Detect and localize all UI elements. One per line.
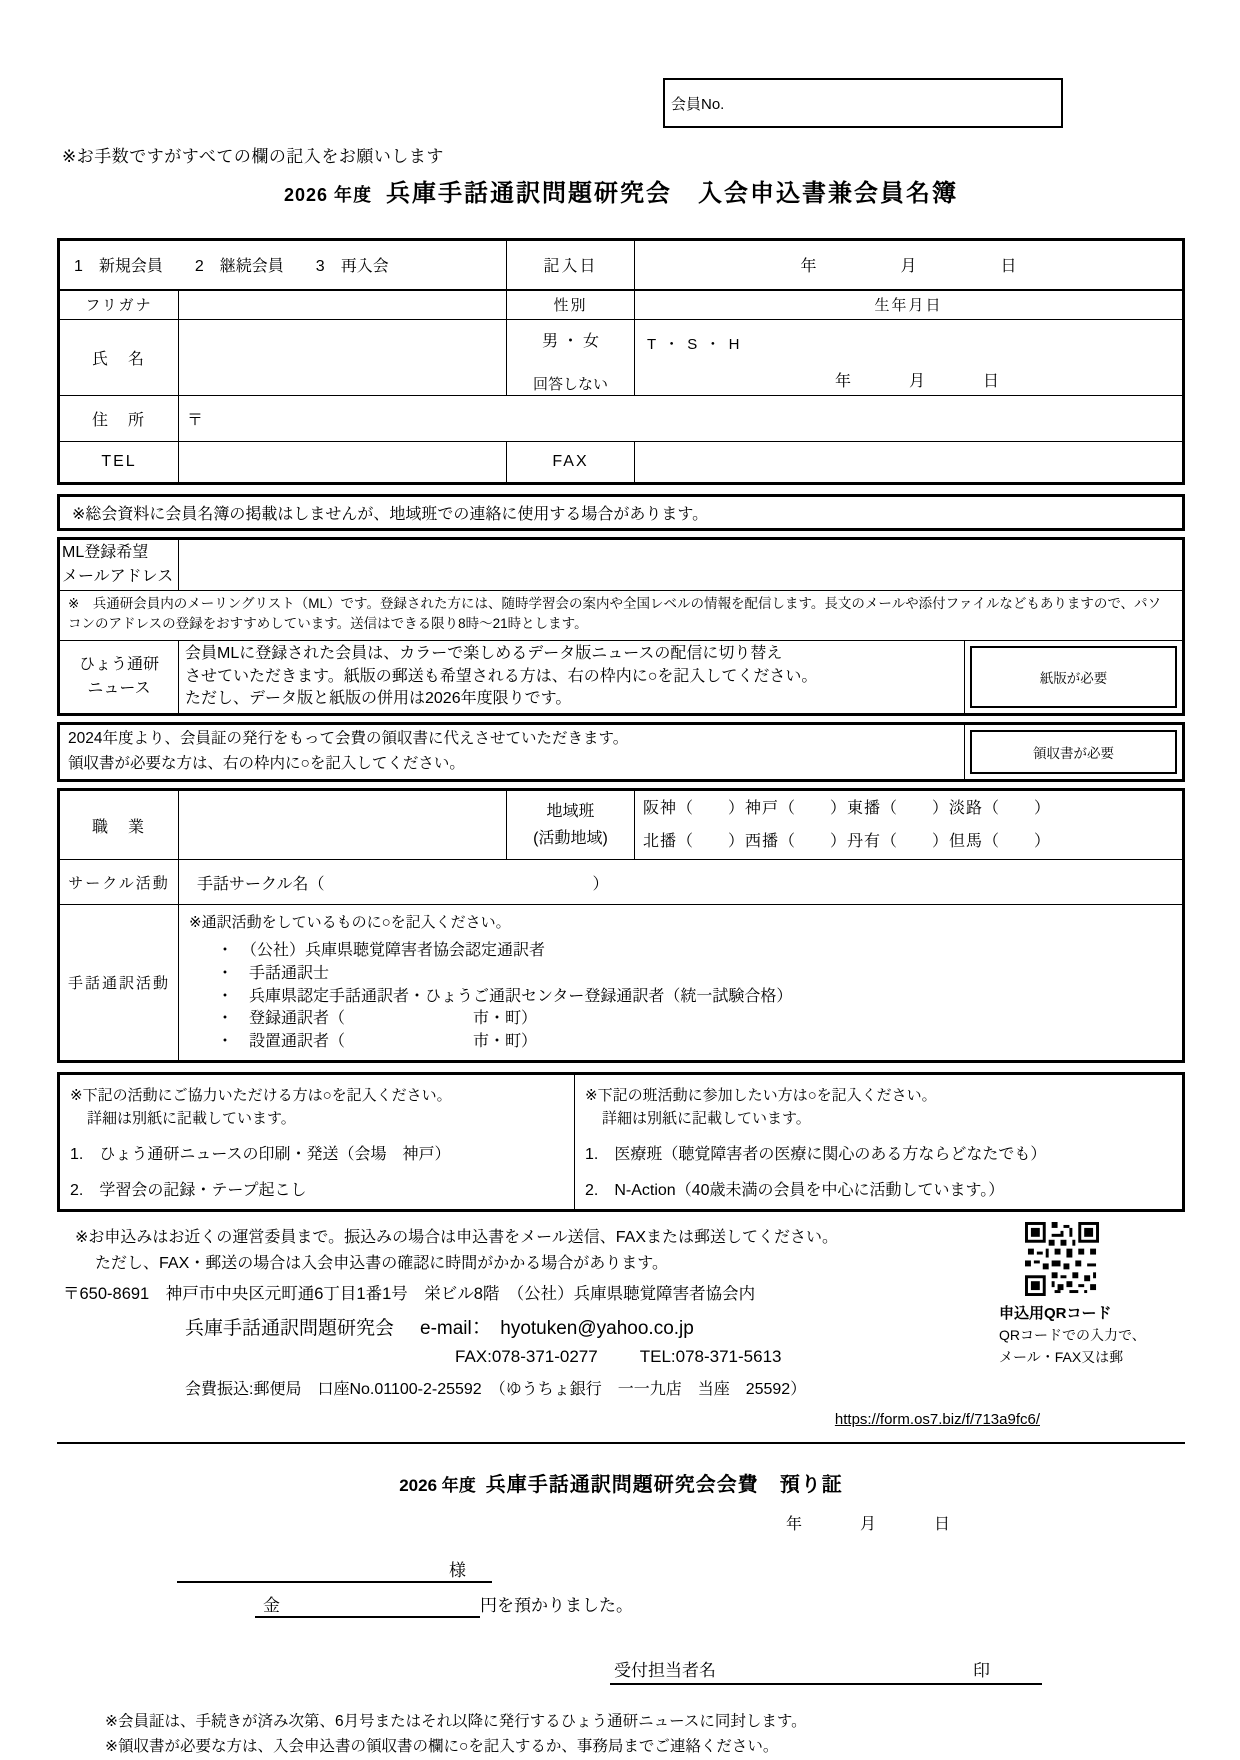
gender-option-male-female[interactable]: 男 ・ 女 xyxy=(542,332,599,350)
fax-label: FAX xyxy=(507,442,635,484)
application-url-line xyxy=(57,1411,1040,1428)
entry-year-label: 年 xyxy=(800,258,817,276)
submission-note1: ※お申込みはお近くの運営委員まで。振込みの場合は申込書をメール送信、FAXまたは郵送してください。 xyxy=(75,1228,839,1246)
area-label-line2: (活動地域) xyxy=(533,830,608,848)
payer-name-line xyxy=(177,1556,1185,1583)
tel-input[interactable] xyxy=(179,442,507,484)
group-item[interactable]: 2. N-Action（40歳未満の会員を中心に活動しています。） xyxy=(585,1181,1005,1199)
kin-label: 金 xyxy=(263,1595,280,1615)
interpreter-item[interactable]: ・ 設置通訳者（ 市・町） xyxy=(217,1033,538,1051)
birthdate-field[interactable] xyxy=(635,320,1184,396)
gender-label: 性別 xyxy=(507,290,635,320)
tel-label: TEL xyxy=(59,442,179,484)
gender-select[interactable] xyxy=(507,320,635,396)
ml-address-label xyxy=(59,539,179,591)
birth-day-label: 日 xyxy=(983,372,1000,390)
staff-line xyxy=(610,1656,1185,1685)
ml-label-line2: メールアドレス xyxy=(62,568,174,585)
interpreter-item[interactable]: ・ （公社）兵庫県聴覚障害者協会認定通訳者 xyxy=(217,942,546,960)
interpreter-item[interactable]: ・ 兵庫県認定手話通訳者・ひょうご通訳センター登録通訳者（統一試験合格） xyxy=(217,987,793,1005)
paper-version-cell xyxy=(965,641,1184,715)
circle-field-close: ） xyxy=(592,875,609,893)
interpreter-activity-label: 手話通訳活動 xyxy=(59,905,179,1062)
ml-email-input[interactable] xyxy=(179,539,1184,591)
receipt-notice-line2: 領収書が必要な方は、右の枠内に○を記入してください。 xyxy=(68,755,465,773)
birth-month-label: 月 xyxy=(909,372,926,390)
receipt-notice-line1: 2024年度より、会員証の発行をもって会費の領収書に代えさせていただきます。 xyxy=(68,730,629,748)
receipt-date-field[interactable] xyxy=(57,1511,950,1534)
gender-option-no-answer[interactable]: 回答しない xyxy=(533,375,609,393)
interpreter-activity-cell xyxy=(179,905,1184,1062)
bank-transfer-info: 会費振込:郵便局 口座No.01100-2-25592 （ゆうちょ銀行 一一九店 当座 25592） xyxy=(185,1380,807,1398)
news-label-line1: ひょう通研 xyxy=(78,656,159,674)
qr-title: 申込用QRコード xyxy=(999,1304,1112,1322)
form-title-main: 兵庫手話通訳問題研究会 入会申込書兼会員名簿 xyxy=(386,180,959,207)
area-group-label xyxy=(507,790,635,860)
paper-version-checkbox[interactable]: 紙版が必要 xyxy=(970,646,1177,708)
membership-type-cell[interactable]: 1 新規会員 2 継続会員 3 再入会 xyxy=(59,240,507,290)
area-options-row2[interactable]: 北播（ ）西播（ ）丹有（ ）但馬（ ） xyxy=(643,833,1052,851)
entry-date-field[interactable] xyxy=(635,240,1184,290)
interpreter-item[interactable]: ・ 登録通訳者（ 市・町） xyxy=(217,1010,538,1028)
area-options[interactable] xyxy=(635,790,1184,860)
contact-section xyxy=(57,1224,1185,1428)
org-fax: FAX:078-371-0277 xyxy=(455,1346,598,1366)
personal-info-table xyxy=(57,238,1185,485)
org-name: 兵庫手話通訳問題研究会 xyxy=(185,1317,395,1339)
era-options[interactable]: T ・ S ・ H xyxy=(647,335,742,353)
amount-input[interactable] xyxy=(255,1591,480,1618)
section-divider xyxy=(57,1442,1185,1444)
entry-month-label: 月 xyxy=(900,258,917,276)
volunteer-item[interactable]: 2. 学習会の記録・テープ起こし xyxy=(70,1181,307,1199)
news-description xyxy=(179,641,965,715)
news-label xyxy=(59,641,179,715)
receipt-footer-note1: ※会員証は、手続きが済み次第、6月号またはそれ以降に発行するひょう通研ニュースに同封します。 xyxy=(105,1712,807,1730)
qr-note1: QRコードでの入力で、 xyxy=(999,1326,1146,1343)
payer-name-input[interactable] xyxy=(177,1556,492,1583)
volunteer-left-note1: ※下記の活動にご協力いただける方は○を記入ください。 xyxy=(70,1086,452,1104)
interpreter-item[interactable]: ・ 手話通訳士 xyxy=(217,964,330,982)
fax-input[interactable] xyxy=(635,442,1184,484)
area-label-line1: 地域班 xyxy=(546,802,595,820)
en-text: 円を預かりました。 xyxy=(480,1595,633,1615)
amount-line xyxy=(255,1591,1185,1618)
receipt-need-checkbox[interactable]: 領収書が必要 xyxy=(970,730,1177,774)
form-content xyxy=(57,0,1185,1760)
news-text-line2: させていただきます。紙版の郵送も希望される方は、右の枠内に○を記入してください。 xyxy=(185,667,818,685)
deposit-receipt-section xyxy=(57,1468,1185,1760)
staff-label: 受付担当者名 xyxy=(614,1660,716,1680)
qr-block xyxy=(999,1222,1177,1367)
volunteer-right-note1: ※下記の班活動に参加したい方は○を記入ください。 xyxy=(585,1086,937,1104)
submission-note2: ただし、FAX・郵送の場合は入会申込書の確認に時間がかかる場合があります。 xyxy=(95,1254,668,1272)
member-no-field[interactable] xyxy=(663,78,1063,128)
postal-mark: 〒 xyxy=(187,412,204,429)
receipt-title-year: 2026 年度 xyxy=(399,1475,476,1495)
birthdate-ymd xyxy=(835,368,1182,391)
volunteer-item[interactable]: 1. ひょう通研ニュースの印刷・発送（会場 神戸） xyxy=(70,1145,451,1163)
entry-date-label: 記入日 xyxy=(507,240,635,290)
news-label-line2: ニュース xyxy=(87,680,151,698)
birthdate-label: 生年月日 xyxy=(635,290,1184,320)
ml-description-note: ※ 兵通研会員内のメーリングリスト（ML）です。登録された方には、随時学習会の案内や全国レベルの情報を配信します。長文のメールや添付ファイルなどもありますので、パソコンのアドレスの登録をおすすめしています。送信はできる限り8時～21時とします。 xyxy=(59,591,1184,641)
occupation-input[interactable] xyxy=(179,790,507,860)
area-options-row1[interactable]: 阪神（ ）神戸（ ）東播（ ）淡路（ ） xyxy=(643,799,1052,817)
name-label: 氏 名 xyxy=(59,320,179,396)
mailing-list-table xyxy=(57,537,1185,716)
circle-name-input[interactable] xyxy=(179,860,1184,905)
occupation-table xyxy=(57,788,1185,1063)
receipt-year-label: 年 xyxy=(785,1515,802,1533)
receipt-notice-text xyxy=(59,724,965,781)
member-no-label: 会員No. xyxy=(671,95,725,113)
volunteer-table xyxy=(57,1072,1185,1212)
furigana-input[interactable] xyxy=(179,290,507,320)
news-text-line1: 会員MLに登録された会員は、カラーで楽しめるデータ版ニュースの配信に切り替え xyxy=(185,645,783,662)
interpreter-items xyxy=(217,940,1172,1054)
entry-day-label: 日 xyxy=(1000,258,1017,276)
org-email: e-mail： hyotuken@yahoo.co.jp xyxy=(420,1317,694,1339)
news-text-line3: ただし、データ版と紙版の併用は2026年度限りです。 xyxy=(185,690,572,708)
group-item[interactable]: 1. 医療班（聴覚障害者の医療に関心のある方ならどなたでも） xyxy=(585,1145,1047,1163)
application-url-link[interactable]: https://form.os7.biz/f/713a9fc6/ xyxy=(834,1410,1040,1428)
furigana-label: フリガナ xyxy=(59,290,179,320)
receipt-day-label: 日 xyxy=(933,1515,950,1533)
receipt-month-label: 月 xyxy=(859,1515,876,1533)
fill-all-fields-note: ※お手数ですがすべての欄の記入をお願いします xyxy=(62,147,444,166)
qr-note2: メール・FAX又は郵 xyxy=(999,1348,1124,1365)
volunteer-left-note2: 詳細は別紙に記載しています。 xyxy=(87,1109,296,1127)
sama-label: 様 xyxy=(449,1560,466,1580)
address-label: 住 所 xyxy=(59,396,179,442)
circle-field-open: 手話サークル名（ xyxy=(197,875,325,893)
stamp-label: 印 xyxy=(973,1660,990,1680)
staff-name-input[interactable] xyxy=(610,1656,1042,1685)
receipt-footer-notes xyxy=(105,1709,1185,1760)
volunteer-right-note2: 詳細は別紙に記載しています。 xyxy=(602,1109,811,1127)
form-title-year: 2026 年度 xyxy=(283,185,373,205)
ml-label-line1: ML登録希望 xyxy=(62,544,149,561)
birth-year-label: 年 xyxy=(835,372,852,390)
address-input[interactable] xyxy=(179,396,1184,442)
volunteer-left-cell xyxy=(59,1073,575,1210)
receipt-footer-note2: ※領収書が必要な方は、入会申込書の領収書の欄に○を記入するか、事務局までご連絡ください。 xyxy=(105,1738,779,1756)
receipt-need-cell xyxy=(965,724,1184,781)
roster-usage-notice: ※総会資料に会員名簿の掲載はしませんが、地域班での連絡に使用する場合があります。 xyxy=(57,494,1185,531)
receipt-notice-table xyxy=(57,722,1185,782)
receipt-title xyxy=(57,1468,1185,1497)
org-tel: TEL:078-371-5613 xyxy=(639,1346,782,1366)
volunteer-right-cell xyxy=(575,1073,1184,1210)
form-title xyxy=(57,173,1185,208)
name-input[interactable] xyxy=(179,320,507,396)
receipt-title-main: 兵庫手話通訳問題研究会会費 預り証 xyxy=(485,1473,843,1496)
circle-activity-label: サークル活動 xyxy=(59,860,179,905)
org-address: 〒650-8691 神戸市中央区元町通6丁目1番1号 栄ビル8階 （公社）兵庫県聴覚障害者協会内 xyxy=(63,1284,756,1303)
occupation-label: 職 業 xyxy=(59,790,179,860)
interpreter-note: ※通訳活動をしているものに○を記入ください。 xyxy=(189,914,511,932)
qr-code-image xyxy=(1021,1222,1103,1296)
